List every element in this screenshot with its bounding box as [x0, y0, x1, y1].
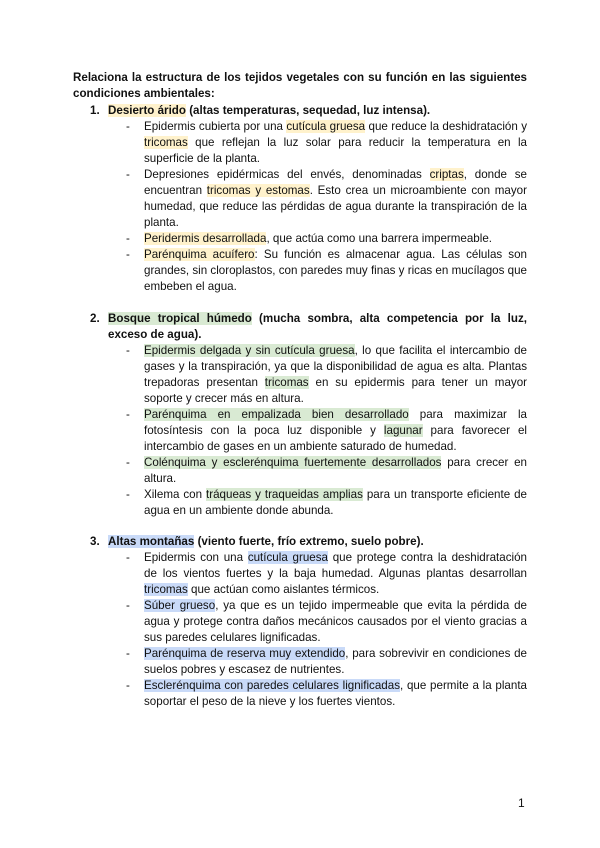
- item-text: , lo que facilita el intercambio de gases y la transpiración, ya que la disponibilidad de agua es alta. Plantas trepadoras presentan: [144, 344, 528, 389]
- section-desierto-arido: [73, 103, 527, 295]
- item-text: , ya que es un tejido impermeable que evita la pérdida de agua y protege contra daños mecánicos causados por el viento gracias a sus paredes celulares lignificadas.: [144, 599, 528, 644]
- highlighted-term: cutícula gruesa: [247, 551, 328, 564]
- section-title-rest: (mucha sombra, alta competencia por la luz, exceso de agua).: [108, 312, 527, 341]
- highlighted-term: Epidermis delgada y sin cutícula gruesa: [144, 344, 355, 357]
- list-item: [73, 167, 527, 231]
- item-text: : Su función es almacenar agua. Las células son grandes, sin cloroplastos, con paredes muy finas y ricas en mucílagos que embeben el agua.: [144, 248, 527, 293]
- highlighted-term: Parénquima en empalizada bien desarrollado: [144, 408, 409, 421]
- highlighted-term: Súber grueso: [144, 599, 216, 612]
- highlighted-term: Parénquima acuífero: [144, 248, 255, 261]
- item-list: [73, 550, 527, 710]
- section-number: 2.: [90, 312, 100, 325]
- item-text: que reduce la deshidratación y: [365, 120, 527, 133]
- item-text: Depresiones epidérmicas del envés, denominadas: [144, 168, 430, 181]
- list-item: [73, 646, 527, 678]
- item-text: , que permite a la planta soportar el peso de la nieve y los fuertes vientos.: [144, 679, 527, 708]
- section-title-rest: (altas temperaturas, sequedad, luz intensa).: [185, 104, 431, 117]
- item-text: que reflejan la luz solar para reducir la temperatura en la superficie de la planta.: [144, 136, 527, 165]
- list-item: [73, 598, 527, 646]
- item-text: para maximizar la fotosíntesis con la poca luz disponible y: [144, 408, 527, 437]
- item-text: para un transporte eficiente de agua en un ambiente donde abunda.: [144, 488, 528, 517]
- highlighted-term: lagunar: [383, 424, 423, 437]
- item-text: que protege contra la deshidratación de los vientos fuertes y la baja humedad. Algunas plantas desarrollan: [144, 551, 527, 580]
- section-title: [73, 534, 527, 550]
- item-text: que actúan como aislantes térmicos.: [187, 583, 380, 596]
- item-list: [73, 119, 527, 295]
- list-item: [73, 455, 527, 487]
- item-text: , para sobrevivir en condiciones de suelos pobres y escasez de nutrientes.: [144, 647, 527, 676]
- highlighted-term: tráqueas y traqueidas amplias: [206, 488, 363, 501]
- highlighted-term: Esclerénquima con paredes celulares lignificadas: [144, 679, 400, 692]
- item-text: , que actúa como una barrera impermeable.: [266, 232, 492, 245]
- section-title-highlight: Bosque tropical húmedo: [108, 312, 252, 325]
- list-item: [73, 343, 527, 407]
- highlighted-term: tricomas y estomas: [206, 184, 310, 197]
- list-item: [73, 550, 527, 598]
- section-title-highlight: Altas montañas: [108, 535, 195, 548]
- list-item: [73, 487, 527, 519]
- highlighted-term: tricomas: [144, 583, 188, 596]
- item-text: para favorecer el intercambio de gases en un ambiente saturado de humedad.: [144, 424, 527, 453]
- item-list: [73, 343, 527, 519]
- section-title: [73, 103, 527, 119]
- highlighted-term: cutícula gruesa: [286, 120, 366, 133]
- section-altas-montanas: [73, 534, 527, 710]
- section-title-rest: (viento fuerte, frío extremo, suelo pobre).: [194, 535, 424, 548]
- page-number: 1: [518, 796, 525, 810]
- list-item: [73, 678, 527, 710]
- highlighted-term: Colénquima y esclerénquima fuertemente desarrollados: [144, 456, 442, 469]
- highlighted-term: Peridermis desarrollada: [144, 232, 267, 245]
- section-title-highlight: Desierto árido: [108, 104, 186, 117]
- section-number: 1.: [90, 104, 100, 117]
- section-title: [73, 311, 527, 343]
- section-number: 3.: [90, 535, 100, 548]
- list-item: [73, 247, 527, 295]
- item-text: . Esto crea un microambiente con mayor humedad, que reduce las pérdidas de agua durante la transpiración de la planta.: [144, 184, 527, 229]
- highlighted-term: tricomas: [264, 376, 309, 389]
- section-bosque-tropical: [73, 311, 527, 519]
- item-text: en su epidermis para tener un mayor soporte y crecer más en altura.: [144, 376, 528, 405]
- list-item: [73, 231, 527, 247]
- list-item: [73, 119, 527, 167]
- highlighted-term: tricomas: [144, 136, 188, 149]
- highlighted-term: Parénquima de reserva muy extendido: [144, 647, 346, 660]
- item-text: Epidermis cubierta por una: [144, 120, 287, 133]
- item-text: Xilema con: [144, 488, 207, 501]
- item-text: Epidermis con una: [144, 551, 248, 564]
- item-text: , donde se encuentran: [144, 168, 527, 197]
- highlighted-term: criptas: [429, 168, 464, 181]
- list-item: [73, 407, 527, 455]
- instructions-heading: Relaciona la estructura de los tejidos vegetales con su función en las siguientes condiciones ambientales:: [73, 71, 527, 100]
- item-text: para crecer en altura.: [144, 456, 527, 485]
